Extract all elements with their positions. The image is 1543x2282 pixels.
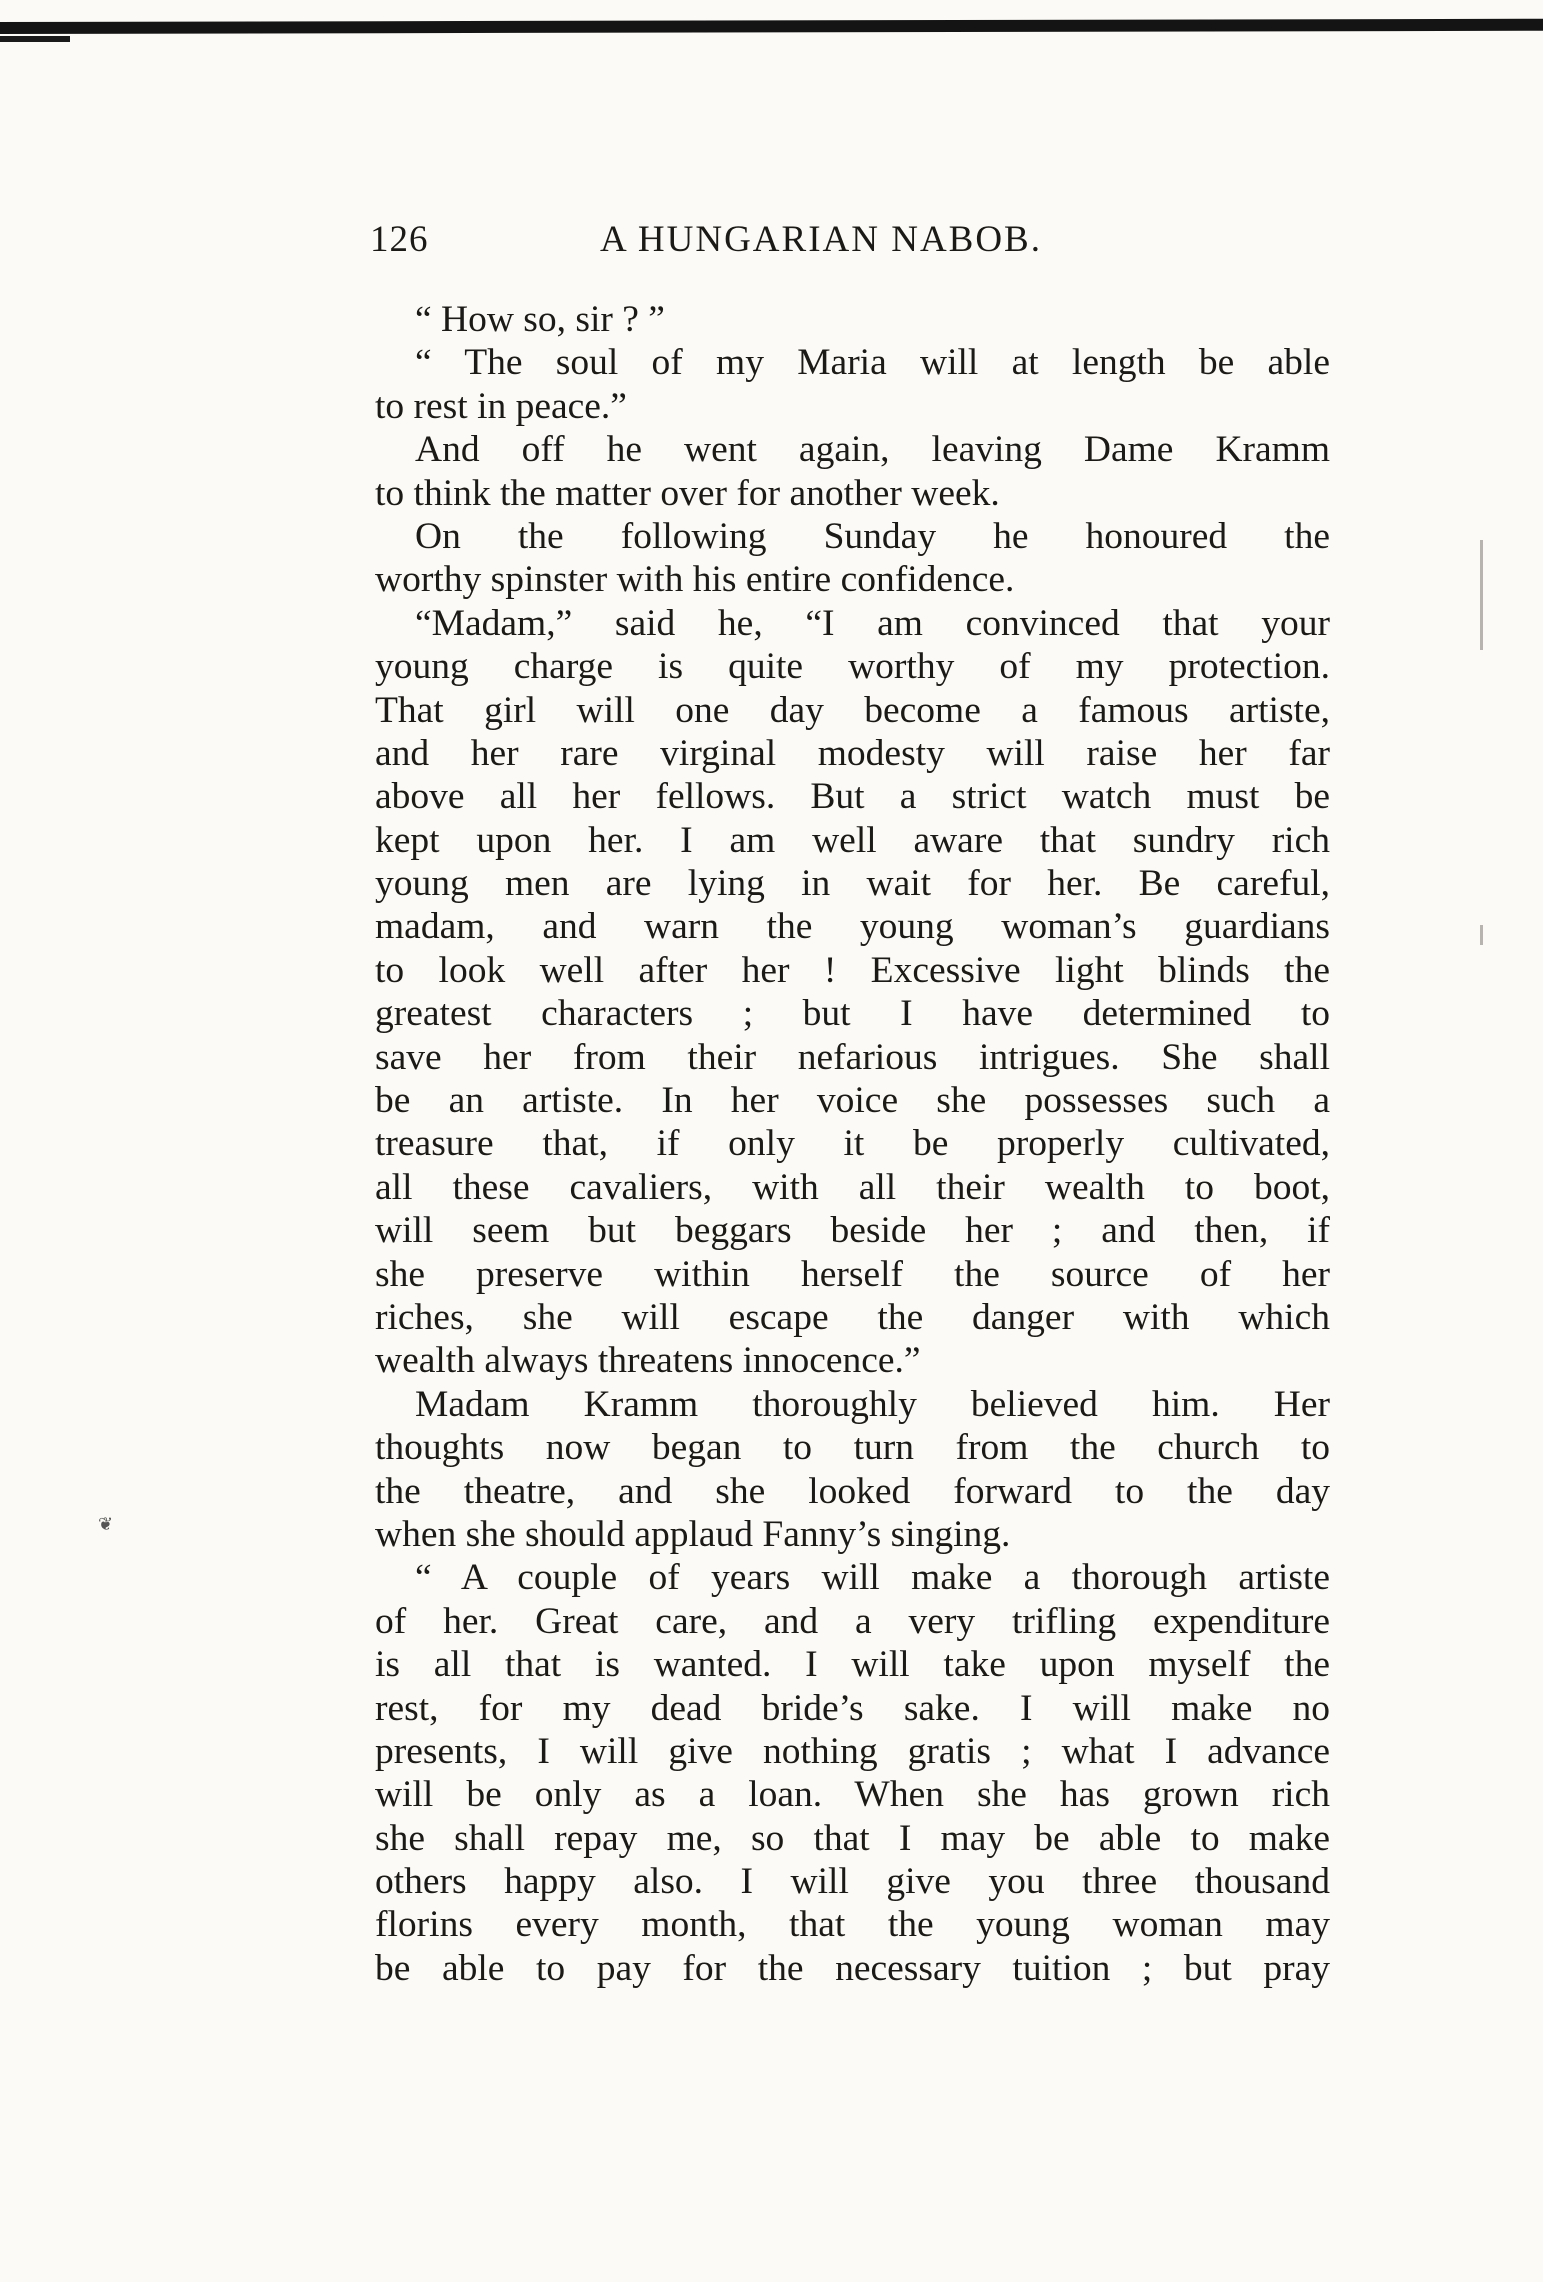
text-line: be able to pay for the necessary tuition ; but pray [375,1947,1330,1989]
text-line: “Madam,” said he, “I am convinced that your [415,602,1330,644]
text-line: Madam Kramm thoroughly believed him. Her [415,1383,1330,1425]
text-line: madam, and warn the young woman’s guardians [375,906,1330,948]
text-line: “ A couple of years will make a thorough artiste [415,1557,1330,1599]
text-line: others happy also. I will give you three thousand [375,1861,1330,1903]
text-line: “ The soul of my Maria will at length be able [415,342,1330,384]
text-line: florins every month, that the young woman may [375,1904,1330,1946]
text-line: she preserve within herself the source of her [375,1253,1330,1295]
text-line: she shall repay me, so that I may be able to make [375,1817,1330,1859]
text-line: when she should applaud Fanny’s singing. [375,1513,1011,1555]
text-line: thoughts now began to turn from the church to [375,1427,1330,1469]
text-line: young men are lying in wait for her. Be careful, [375,863,1330,905]
text-line: to think the matter over for another week. [375,472,1000,514]
page-header [370,218,1330,262]
text-line: On the following Sunday he honoured the [415,515,1330,557]
text-line: And off he went again, leaving Dame Kramm [415,429,1330,471]
text-line: That girl will one day become a famous artiste, [375,689,1330,731]
text-line: treasure that, if only it be properly cultivated, [375,1123,1330,1165]
text-line: will seem but beggars beside her ; and then, if [375,1210,1330,1252]
text-line: wealth always threatens innocence.” [375,1340,921,1382]
running-title: A HUNGARIAN NABOB. [600,219,1042,260]
text-line: presents, I will give nothing gratis ; what I advance [375,1730,1330,1772]
page-number: 126 [370,219,429,260]
text-line: young charge is quite worthy of my protection. [375,646,1330,688]
margin-fleck [1480,925,1483,945]
top-border-rule-corner [0,36,70,42]
text-line: be an artiste. In her voice she possesses such a [375,1080,1330,1122]
body-text [375,298,1330,1990]
text-line: above all her fellows. But a strict watch must be [375,776,1330,818]
text-line: save her from their nefarious intrigues. She shall [375,1036,1330,1078]
text-line: and her rare virginal modesty will raise her far [375,732,1330,774]
text-line: greatest characters ; but I have determined to [375,993,1330,1035]
text-line: is all that is wanted. I will take upon myself the [375,1644,1330,1686]
text-line: rest, for my dead bride’s sake. I will make no [375,1687,1330,1729]
text-line: worthy spinster with his entire confidence. [375,559,1015,601]
margin-fleck [1480,540,1483,650]
text-line: of her. Great care, and a very trifling expenditure [375,1600,1330,1642]
text-line: will be only as a loan. When she has grown rich [375,1774,1330,1816]
text-line: all these cavaliers, with all their wealth to boot, [375,1166,1330,1208]
ink-speck: ❦ [98,1514,114,1534]
text-line: kept upon her. I am well aware that sundry rich [375,819,1330,861]
text-line: the theatre, and she looked forward to the day [375,1470,1330,1512]
text-line: “ How so, sir ? ” [415,299,665,340]
text-line: to rest in peace.” [375,385,627,427]
top-border-rule [0,19,1543,34]
text-line: riches, she will escape the danger with which [375,1296,1330,1338]
text-line: to look well after her ! Excessive light blinds the [375,949,1330,991]
